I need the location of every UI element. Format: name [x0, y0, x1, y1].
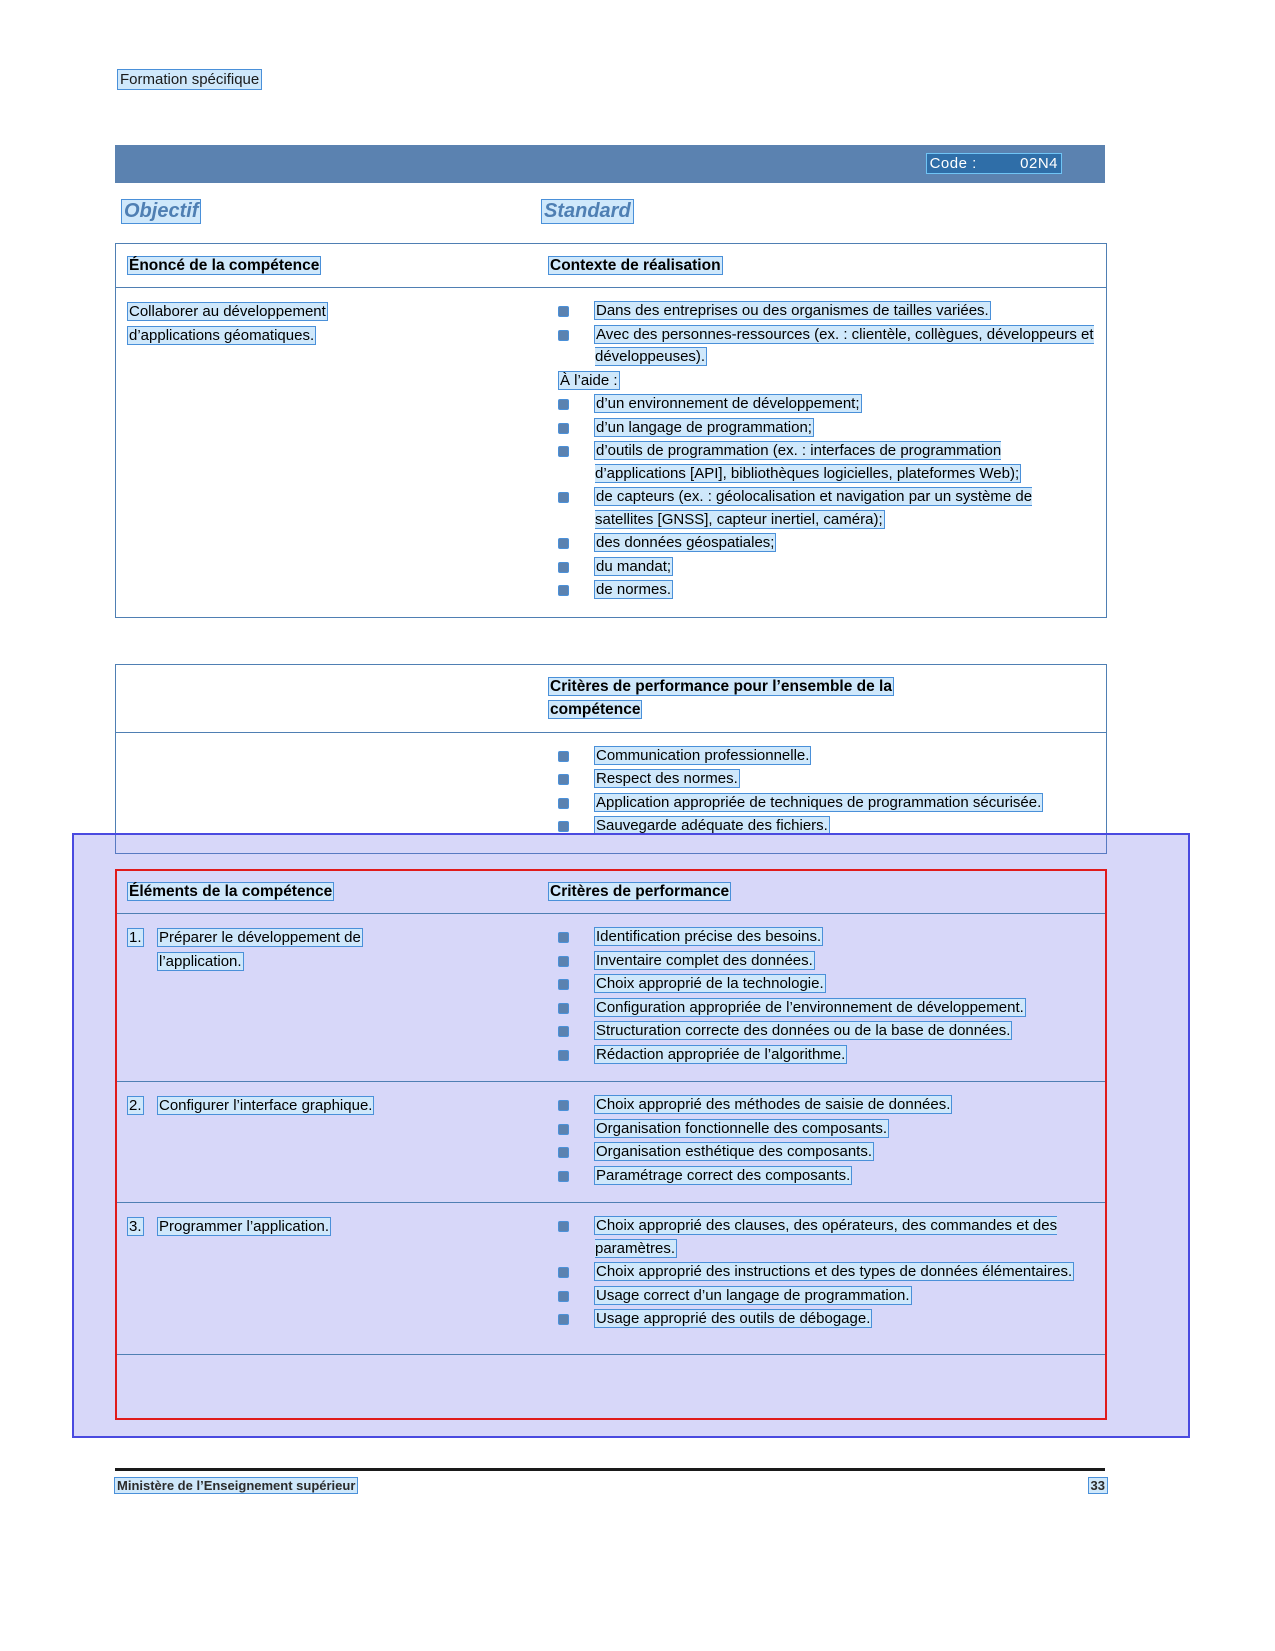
code-text	[927, 154, 1061, 173]
cell-criteria-1	[541, 914, 1106, 1081]
objectif-label: Objectif	[124, 200, 199, 222]
criteria-text: Identification précise des besoins.	[596, 928, 822, 946]
context-item-text: d’un langage de programmation;	[596, 418, 812, 436]
table-header-row	[116, 244, 1106, 288]
list-item	[549, 579, 1094, 602]
list-item	[549, 950, 1094, 973]
list-item	[549, 417, 1094, 440]
list-item	[549, 1261, 1094, 1284]
footer-ministry-label: Ministère de l’Enseignement supérieur	[117, 1478, 356, 1493]
bullet-icon	[559, 1268, 568, 1277]
list-item	[549, 1094, 1094, 1117]
context-list-part2	[549, 393, 1094, 602]
elements-header-label: Éléments de la compétence	[129, 883, 333, 900]
bullet-icon	[559, 1222, 568, 1231]
list-item	[549, 1215, 1094, 1260]
header-cell-enonce	[116, 244, 541, 287]
empty-cell	[116, 665, 541, 732]
context-item-text: d’un environnement de développement;	[596, 395, 860, 413]
criteria-text: Usage approprié des outils de débogage.	[596, 1310, 871, 1328]
global-criteria-text: Respect des normes.	[596, 770, 738, 787]
bullet-icon	[559, 799, 568, 808]
list-item	[549, 745, 1094, 768]
criteria-list-1	[549, 926, 1094, 1066]
bullet-icon	[559, 539, 568, 548]
criteria-text: Inventaire complet des données.	[596, 951, 813, 969]
element-3-line1: Programmer l’application.	[159, 1218, 330, 1236]
bullet-icon	[559, 493, 568, 502]
table-competence-context	[115, 243, 1107, 618]
context-item-text: d’outils de programmation (ex. : interfaces de programmation d’applications [API], bibliothèques logicielles, plateformes Web);	[595, 442, 1020, 482]
global-criteria-list	[549, 745, 1094, 838]
aide-label-line	[549, 370, 1094, 393]
criteria-text: Paramétrage correct des composants.	[596, 1166, 851, 1184]
bullet-icon	[559, 1051, 568, 1060]
header-cell-criteria	[541, 870, 1106, 913]
criteria-list-3	[549, 1215, 1094, 1331]
list-item	[549, 556, 1094, 579]
header-enonce-label: Énoncé de la compétence	[129, 257, 320, 274]
list-item	[549, 1285, 1094, 1308]
bullet-icon	[559, 331, 568, 340]
context-item-text: de normes.	[596, 581, 672, 599]
objectif-standard-header	[118, 200, 1108, 226]
global-criteria-text: Communication professionnelle.	[596, 746, 810, 764]
bullet-icon	[559, 933, 568, 942]
bullet-icon	[559, 424, 568, 433]
global-criteria-header-line1: Critères de performance pour l’ensemble de la	[550, 678, 892, 695]
criteria-text: Choix approprié des méthodes de saisie de données.	[596, 1096, 951, 1114]
criteria-text: Choix approprié des instructions et des types de données élémentaires.	[596, 1263, 1073, 1281]
header-cell-elements	[116, 870, 541, 913]
context-item-text: de capteurs (ex. : géolocalisation et navigation par un système de satellites [GNSS], capteur inertiel, caméra);	[595, 488, 1033, 528]
elements-header-row	[116, 870, 1106, 914]
header-cell-global-criteria	[541, 665, 1106, 732]
criteria-text: Configuration appropriée de l’environnement de développement.	[596, 998, 1024, 1016]
bullet-icon	[559, 1292, 568, 1301]
code-banner	[115, 145, 1105, 183]
element-1-line2: l’application.	[159, 953, 242, 971]
criteria-text: Rédaction appropriée de l’algorithme.	[596, 1045, 846, 1063]
table-global-criteria	[115, 664, 1107, 854]
bullet-icon	[559, 1027, 568, 1036]
bullet-icon	[559, 775, 568, 784]
table-row	[116, 1082, 1106, 1203]
list-item	[549, 997, 1094, 1020]
element-3-number: 3.	[129, 1218, 142, 1236]
header-cell-contexte	[541, 244, 1106, 287]
list-item	[549, 440, 1094, 485]
context-list-part1	[549, 300, 1094, 369]
bullet-icon	[559, 307, 568, 316]
global-criteria-header-row	[116, 665, 1106, 733]
table-row	[116, 914, 1106, 1082]
bullet-icon	[559, 586, 568, 595]
bullet-icon	[559, 447, 568, 456]
bullet-icon	[559, 1315, 568, 1324]
aide-label: À l’aide :	[560, 371, 618, 389]
competence-line-2: d’applications géomatiques.	[129, 327, 315, 345]
list-item	[549, 532, 1094, 555]
footer-divider	[115, 1468, 1105, 1471]
bullet-icon	[559, 957, 568, 966]
list-item	[549, 973, 1094, 996]
context-item-text: du mandat;	[596, 557, 672, 575]
list-item	[549, 1020, 1094, 1043]
standard-label: Standard	[544, 200, 631, 222]
cell-element-2	[116, 1082, 541, 1202]
bullet-icon	[559, 980, 568, 989]
bullet-icon	[559, 752, 568, 761]
list-item	[549, 486, 1094, 531]
criteria-text: Structuration correcte des données ou de la base de données.	[596, 1022, 1011, 1040]
cell-criteria-2	[541, 1082, 1106, 1202]
list-item	[549, 768, 1094, 791]
cell-element-1	[116, 914, 541, 1081]
element-1-line1: Préparer le développement de	[159, 929, 361, 947]
list-item	[549, 1141, 1094, 1164]
list-item	[549, 1118, 1094, 1141]
competence-line-1: Collaborer au développement	[129, 303, 326, 321]
element-2-number: 2.	[129, 1097, 142, 1115]
list-item	[549, 1165, 1094, 1188]
criteria-list-2	[549, 1094, 1094, 1187]
element-1-number: 1.	[129, 929, 142, 947]
running-title: Formation spécifique	[120, 71, 260, 88]
list-item	[549, 324, 1094, 369]
criteria-text: Choix approprié de la technologie.	[596, 975, 824, 993]
context-item-text: Avec des personnes-ressources (ex. : clientèle, collègues, développeurs et développeuses).	[595, 325, 1094, 366]
cell-criteria-3	[541, 1203, 1106, 1354]
cell-element-3	[116, 1203, 541, 1354]
element-2-line1: Configurer l’interface graphique.	[159, 1097, 373, 1115]
criteria-header-label: Critères de performance	[550, 883, 730, 900]
cell-enonce-competence	[116, 288, 541, 617]
code-label: Code :	[929, 155, 977, 172]
criteria-text: Choix approprié des clauses, des opérateurs, des commandes et des paramètres.	[595, 1217, 1058, 1257]
list-item	[549, 1044, 1094, 1067]
list-item	[549, 393, 1094, 416]
bullet-icon	[559, 1101, 568, 1110]
list-item	[549, 926, 1094, 949]
list-item	[549, 300, 1094, 323]
list-item	[549, 792, 1094, 815]
bullet-icon	[559, 1125, 568, 1134]
criteria-text: Usage correct d’un langage de programmation.	[596, 1286, 910, 1304]
list-item	[549, 1308, 1094, 1331]
cell-contexte-realisation	[541, 288, 1106, 617]
context-item-text: des données géospatiales;	[596, 534, 775, 552]
criteria-text: Organisation fonctionnelle des composants.	[596, 1119, 888, 1137]
page-number: 33	[1090, 1478, 1105, 1493]
bullet-icon	[559, 1172, 568, 1181]
bullet-icon	[559, 1148, 568, 1157]
global-criteria-header-line2: compétence	[550, 701, 641, 719]
bullet-icon	[559, 563, 568, 572]
code-value: 02N4	[1020, 155, 1058, 172]
bullet-icon	[559, 400, 568, 409]
criteria-text: Organisation esthétique des composants.	[596, 1143, 872, 1161]
table-body-row	[116, 288, 1106, 617]
table-row	[116, 1203, 1106, 1354]
bullet-icon	[559, 1004, 568, 1013]
global-criteria-text: Application appropriée de techniques de programmation sécurisée.	[596, 793, 1042, 811]
bullet-icon	[559, 822, 568, 831]
table-elements-criteria	[115, 869, 1107, 1355]
global-criteria-text: Sauvegarde adéquate des fichiers.	[596, 817, 828, 834]
header-contexte-label: Contexte de réalisation	[550, 257, 721, 274]
context-item-text: Dans des entreprises ou des organismes de tailles variées.	[596, 302, 989, 320]
